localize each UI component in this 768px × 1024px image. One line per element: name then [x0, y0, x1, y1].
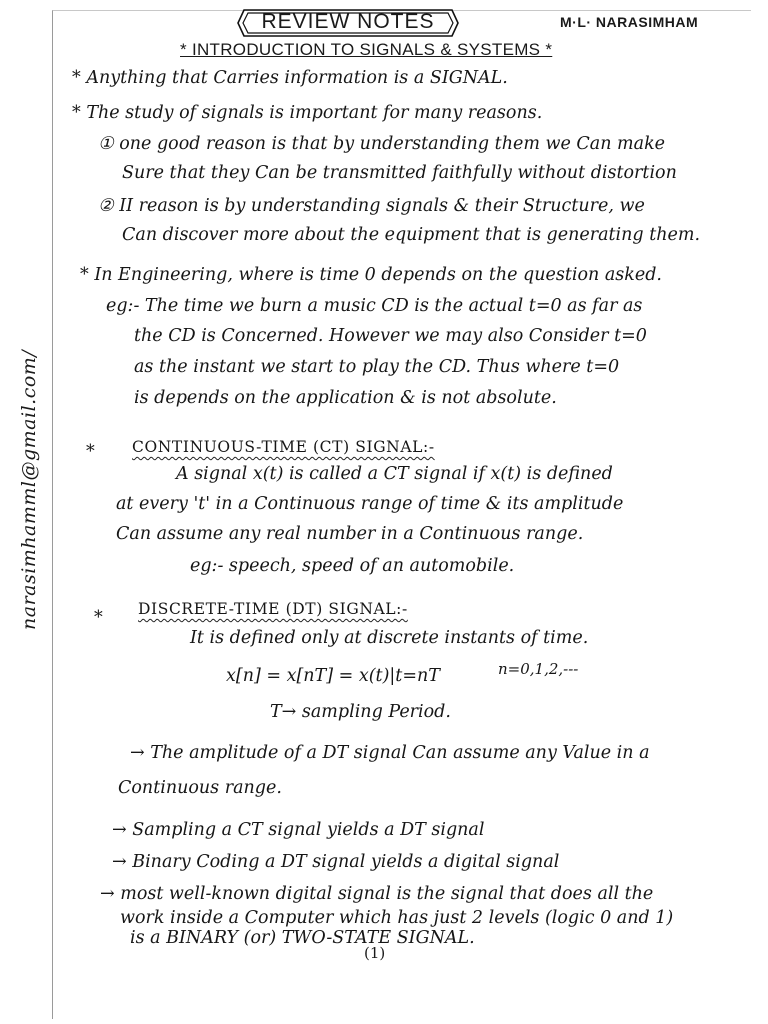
note-line: ② II reason is by understanding signals & their Structure, we: [98, 196, 645, 216]
equation: x[n] = x[nT] = x(t)|t=nT: [226, 666, 440, 686]
note-line: is a BINARY (or) TWO-STATE SIGNAL.: [130, 928, 475, 948]
title-banner: [236, 8, 460, 38]
note-line: as the instant we start to play the CD. Thus where t=0: [134, 357, 620, 377]
author-name: M·L· NARASIMHAM: [560, 14, 699, 30]
page-title: REVIEW NOTES: [261, 10, 435, 33]
note-line: Continuous range.: [118, 778, 282, 798]
note-line: work inside a Computer which has just 2 levels (logic 0 and 1): [120, 908, 674, 928]
section-heading: * INTRODUCTION TO SIGNALS & SYSTEMS *: [180, 40, 553, 59]
bullet-star: *: [94, 608, 103, 628]
note-line: Sure that they Can be transmitted faithfully without distortion: [122, 163, 677, 183]
note-line: eg:- speech, speed of an automobile.: [190, 556, 515, 576]
page-number: (1): [364, 944, 386, 962]
note-line: at every 't' in a Continuous range of time & its amplitude: [116, 494, 624, 514]
bullet-star: *: [86, 442, 95, 462]
equation-range: n=0,1,2,---: [498, 660, 579, 678]
note-line: * The study of signals is important for many reasons.: [72, 103, 543, 123]
note-line: Can assume any real number in a Continuous range.: [116, 524, 584, 544]
note-line: Can discover more about the equipment that is generating them.: [122, 225, 701, 245]
note-line: → Binary Coding a DT signal yields a digital signal: [112, 852, 560, 872]
note-line: ① one good reason is that by understanding them we Can make: [98, 134, 666, 154]
ct-signal-heading: CONTINUOUS-TIME (CT) SIGNAL:-: [132, 438, 435, 456]
note-line: A signal x(t) is called a CT signal if x(t) is defined: [176, 464, 613, 484]
note-line: * Anything that Carries information is a SIGNAL.: [72, 68, 508, 88]
dt-signal-heading: DISCRETE-TIME (DT) SIGNAL:-: [138, 600, 408, 618]
note-line: eg:- The time we burn a music CD is the actual t=0 as far as: [106, 296, 643, 316]
note-line: → Sampling a CT signal yields a DT signal: [112, 820, 485, 840]
note-line: → most well-known digital signal is the signal that does all the: [100, 884, 654, 904]
note-line: It is defined only at discrete instants of time.: [190, 628, 589, 648]
note-line: * In Engineering, where is time 0 depends on the question asked.: [80, 265, 662, 285]
note-line: is depends on the application & is not absolute.: [134, 388, 557, 408]
note-line: the CD is Concerned. However we may also Consider t=0: [134, 326, 647, 346]
note-line: → The amplitude of a DT signal Can assume any Value in a: [130, 743, 650, 763]
note-line: T→ sampling Period.: [270, 702, 451, 722]
side-email: narasimhamml@gmail.com/: [18, 349, 40, 630]
